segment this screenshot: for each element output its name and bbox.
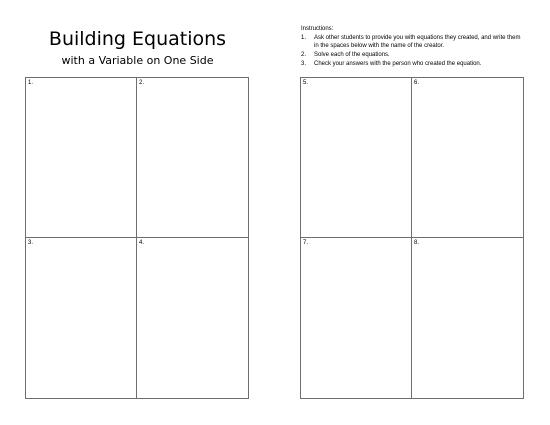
instruction-text: Ask other students to provide you with equations they created, and write them in the spaces below with the name of the creator. bbox=[314, 35, 521, 49]
instruction-text: Solve each of the equations. bbox=[314, 51, 390, 58]
box-number: 8. bbox=[414, 240, 420, 246]
answer-box-6[interactable] bbox=[412, 78, 523, 238]
instruction-item bbox=[301, 61, 525, 69]
worksheet-subtitle: with a Variable on One Side bbox=[61, 54, 214, 67]
instruction-number: 2. bbox=[301, 51, 307, 58]
box-number: 7. bbox=[303, 240, 309, 246]
answer-box-1[interactable] bbox=[26, 78, 137, 238]
instruction-number: 3. bbox=[301, 60, 307, 67]
answer-grid-left bbox=[25, 77, 249, 399]
answer-box-4[interactable] bbox=[137, 238, 248, 398]
instruction-item bbox=[301, 52, 525, 60]
instruction-item bbox=[301, 35, 525, 50]
box-number: 6. bbox=[414, 80, 420, 86]
instructions-block bbox=[301, 26, 525, 70]
box-number: 2. bbox=[139, 80, 145, 86]
answer-grid-right bbox=[300, 77, 524, 399]
answer-box-2[interactable] bbox=[137, 78, 248, 238]
answer-box-7[interactable] bbox=[301, 238, 412, 398]
box-number: 3. bbox=[28, 240, 34, 246]
answer-box-5[interactable] bbox=[301, 78, 412, 238]
instruction-text: Check your answers with the person who created the equation. bbox=[314, 60, 482, 67]
instructions-heading: Instructions: bbox=[301, 26, 334, 32]
answer-box-8[interactable] bbox=[412, 238, 523, 398]
box-number: 4. bbox=[139, 240, 145, 246]
box-number: 5. bbox=[303, 80, 309, 86]
answer-box-3[interactable] bbox=[26, 238, 137, 398]
instructions-list bbox=[301, 35, 525, 68]
box-number: 1. bbox=[28, 80, 34, 86]
instruction-number: 1. bbox=[301, 35, 307, 41]
worksheet-title: Building Equations bbox=[48, 28, 227, 50]
